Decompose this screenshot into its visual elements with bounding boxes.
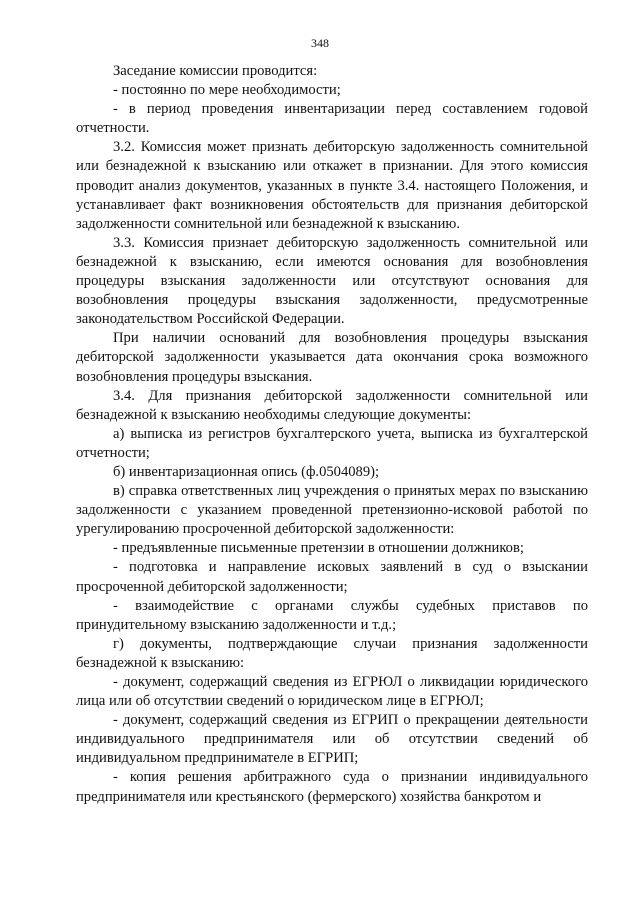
list-item-v: в) справка ответственных лиц учреждения о принятых мерах по взысканию задолженности с указанием проведенной претензионно-исковой работой по урегулированию просроченной дебиторской задолженности: [76, 483, 588, 538]
paragraph-section-3-4: 3.4. Для признания дебиторской задолженности сомнительной или безнадежной к взысканию необходимы следующие документы: [76, 387, 588, 423]
paragraph-section-3-2: 3.2. Комиссия может признать дебиторскую задолженность сомнительной или безнадежной к взысканию или откажет в признании. Для этого комиссия проводит анализ документов, указанных в пункте 3.4. настоящего Положения, и устанавливает факт возникновения обстоятельств для признания дебиторской задолженности сомнительной или безнадежной к взысканию. [76, 139, 588, 232]
paragraph-meeting-inventory: - в период проведения инвентаризации перед составлением годовой отчетности. [76, 101, 588, 137]
list-subitem-lawsuits: - подготовка и направление исковых заявлений в суд о взыскании просроченной дебиторской задолженности; [76, 559, 588, 595]
paragraph-meeting-as-needed: - постоянно по мере необходимости; [113, 82, 341, 99]
list-subitem-bailiffs: - взаимодействие с органами службы судебных приставов по принудительному взысканию задолженности и т.д.; [76, 597, 588, 633]
list-subitem-egrip: - документ, содержащий сведения из ЕГРИП о прекращении деятельности индивидуального предпринимателя или об отсутствии сведений об индивидуальном предпринимателе в ЕГРИП; [76, 712, 588, 767]
page-number: 348 [311, 36, 329, 50]
list-item-g: г) документы, подтверждающие случаи признания задолженности безнадежной к взысканию: [76, 635, 588, 671]
list-subitem-court-decision: - копия решения арбитражного суда о признании индивидуального предпринимателя или крестьянского (фермерского) хозяйства банкротом и [76, 769, 588, 805]
document-body [76, 62, 588, 807]
list-subitem-claims: - предъявленные письменные претензии в отношении должников; [113, 540, 524, 557]
list-item-b: б) инвентаризационная опись (ф.0504089); [113, 463, 380, 480]
paragraph-meeting-intro: Заседание комиссии проводится: [113, 63, 318, 79]
paragraph-section-3-3: 3.3. Комиссия признает дебиторскую задолженность сомнительной или безнадежной к взысканию, если имеются основания для возобновления процедуры взыскания задолженности или отсутствуют основания для возобновления процедуры взыскания задолженности, предусмотренные законодательством Российской Федерации. [76, 234, 588, 328]
list-item-a: а) выписка из регистров бухгалтерского учета, выписка из бухгалтерской отчетности; [76, 425, 588, 461]
paragraph-resumption-grounds: При наличии оснований для возобновления процедуры взыскания дебиторской задолженности указывается дата окончания срока возможного возобновления процедуры взыскания. [76, 330, 588, 385]
list-subitem-egrul: - документ, содержащий сведения из ЕГРЮЛ о ликвидации юридического лица или об отсутствии сведений о юридическом лице в ЕГРЮЛ; [76, 674, 588, 710]
